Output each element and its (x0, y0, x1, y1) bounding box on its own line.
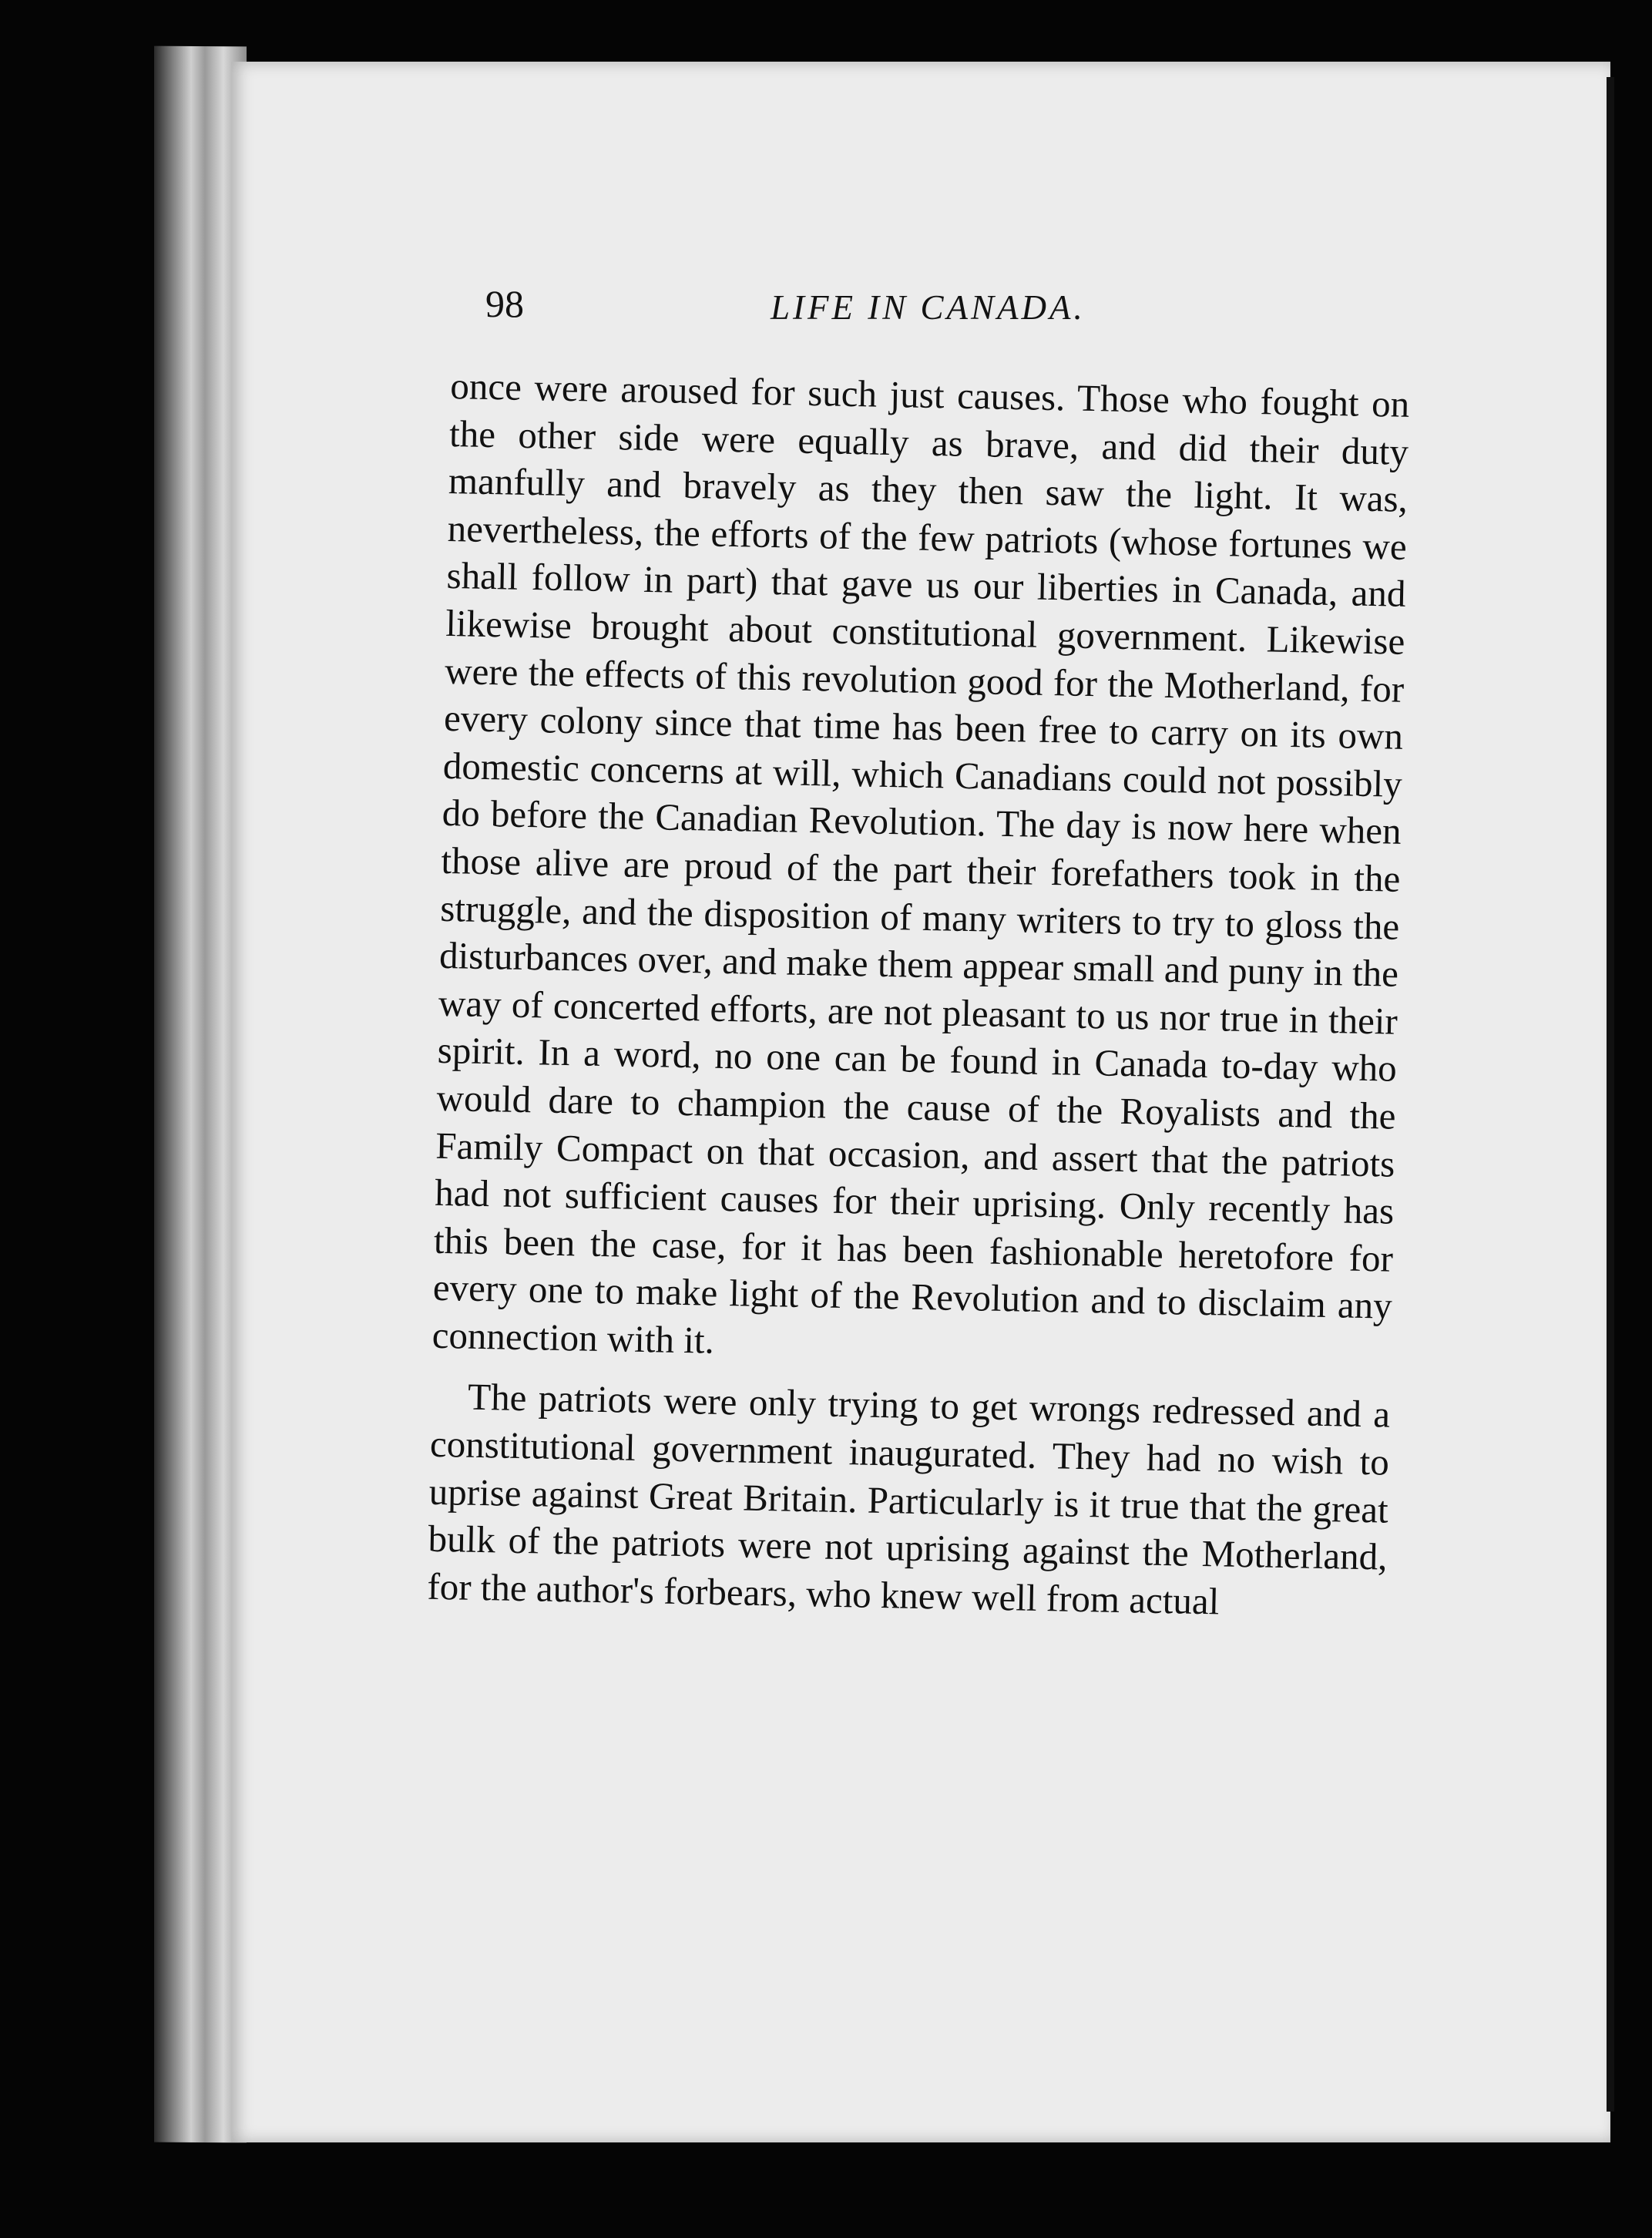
page-right-edge (1607, 77, 1614, 2112)
running-title: LIFE IN CANADA. (771, 288, 1086, 327)
paragraph-1: once were aroused for such just causes. Those who fought on the other side were equally as brave, and did their duty manfully and bravely as they then saw the light. It was, nevertheless, the efforts of the few patriots (whose fortunes we shall follow in part) that gave us our liberties in Canada, and likewise brought about constitutional government. Likewise were the effects of this revolution good for the Motherland, for every colony since that time has been free to carry on its own domestic concerns at will, which Canadians could not possibly do before the Canadian Revolution. The day is now here when those alive are proud of the part their forefathers took in the struggle, and the disposition of many writers to try to gloss the disturbances over, and make them appear small and puny in the way of concerted efforts, are not pleasant to us nor true in their spirit. In a word, no one can be found in Canada to-day who would dare to champion the cause of the Royalists and the Family Compact on that occasion, and assert that the patriots had not sufficient causes for their uprising. Only recently has this been the case, for it has been fashionable heretofore for every one to make light of the Revolution and to disclaim any connection with it. (431, 364, 1410, 1362)
page-number: 98 (485, 282, 524, 325)
paragraph-2: The patriots were only trying to get wrongs redressed and a constitutional government inaugurated. They had no wish to uprise against Great Britain. Particularly is it true that the great bulk of the patriots were not uprising against the Motherland, for the author's forbears, who knew well from actual (426, 1376, 1391, 1623)
body-text (427, 362, 1410, 1628)
page-header (485, 281, 1410, 343)
